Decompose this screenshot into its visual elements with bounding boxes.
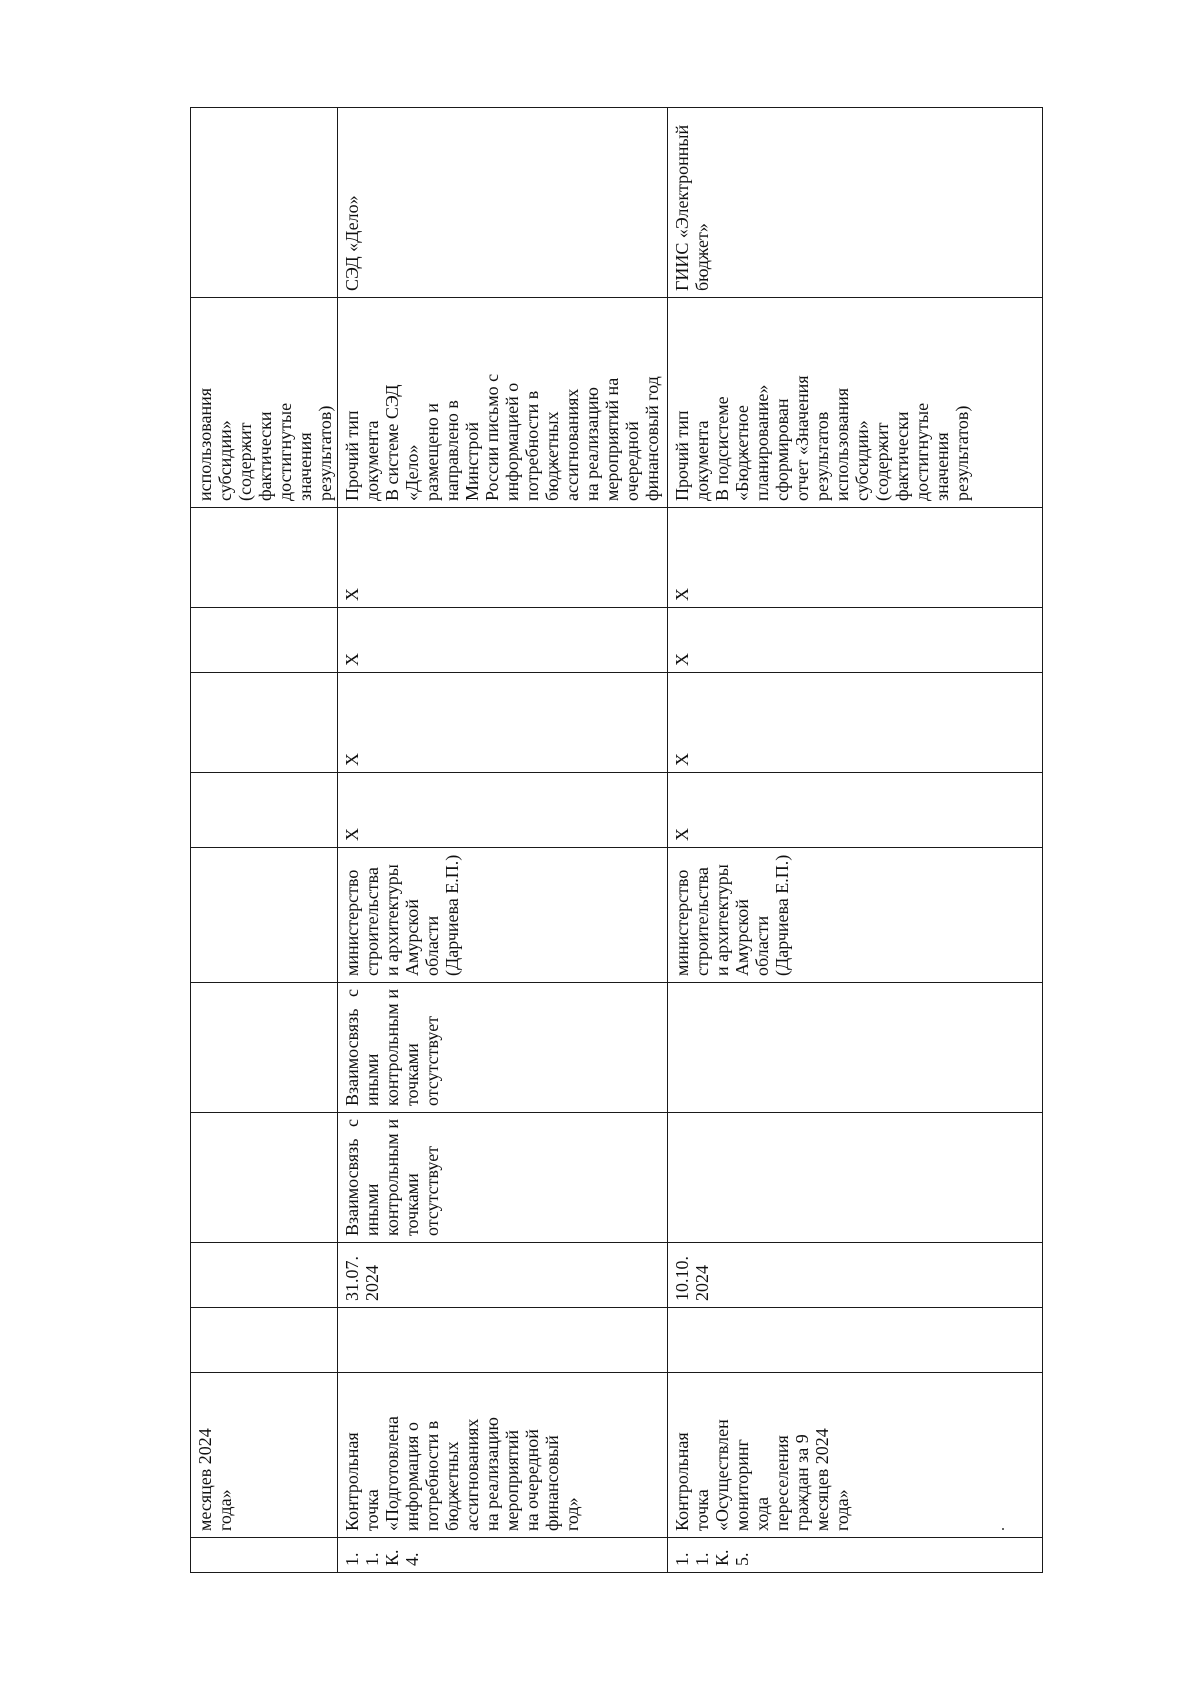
text-line: Прочий тип	[672, 410, 692, 501]
text-line: потребности в	[422, 1420, 442, 1531]
text-line: ассигнованиях	[562, 388, 582, 501]
text-line: на очередной	[522, 1429, 542, 1531]
text-line: ассигнованиях	[462, 1418, 482, 1531]
text-line: направлено в	[442, 400, 462, 501]
predecessor-relation-cell: Взаимосвязь с иными контрольным и точками отсутствует	[338, 1113, 668, 1243]
text-line: размещено и	[422, 403, 442, 501]
table-row	[668, 108, 1043, 1573]
text-line: В системе СЭД	[382, 384, 402, 501]
empty-cell	[191, 1308, 338, 1373]
text-line: Прочий тип	[342, 410, 362, 501]
control-point-name-cell	[191, 1373, 338, 1538]
text-line: месяцев 2024	[812, 1428, 832, 1531]
mark-cell: X	[668, 608, 1043, 673]
text-line: В подсистеме	[712, 396, 732, 501]
document-description-cell	[191, 298, 338, 508]
responsible-executor-cell: министерство строительства и архитектуры Амурской области (Дарчиева Е.П.)	[668, 848, 1043, 983]
deadline-date-cell: 31.07.2024	[338, 1243, 668, 1308]
text-line: (содержит	[872, 422, 892, 501]
text-line: информацией о	[502, 382, 522, 501]
mark-cell: X	[668, 673, 1043, 773]
text-line: бюджетных	[542, 411, 562, 501]
text-line: значения	[932, 432, 952, 501]
text-line: результатов)	[952, 405, 972, 501]
text-line: «Бюджетное	[732, 405, 752, 501]
text-line: документа	[692, 420, 712, 501]
successor-relation-cell	[191, 983, 338, 1113]
mark-cell	[191, 773, 338, 848]
text-line: потребности в	[522, 390, 542, 501]
mark-cell	[191, 673, 338, 773]
deadline-date-cell	[191, 1243, 338, 1308]
mark-cell: X	[338, 608, 668, 673]
deadline-date-cell: 10.10.2024	[668, 1243, 1043, 1308]
text-line: год»	[562, 1497, 582, 1531]
text-line: (содержит	[235, 422, 255, 501]
predecessor-relation-cell	[668, 1113, 1043, 1243]
predecessor-relation-cell	[191, 1113, 338, 1243]
text-line: значения	[295, 432, 315, 501]
text-line: года»	[832, 1489, 852, 1531]
text-line: использования	[832, 387, 852, 501]
successor-relation-cell	[668, 983, 1043, 1113]
information-system-cell: ГИИС «Электронный бюджет»	[668, 108, 1043, 298]
text-line: на реализацию	[482, 1417, 502, 1531]
responsible-executor-cell	[191, 848, 338, 983]
text-line: Минстрой	[462, 422, 482, 501]
text-line: очередной	[622, 421, 642, 501]
text-line: информация о	[402, 1422, 422, 1531]
text-line: России письмо с	[482, 373, 502, 501]
text-line: результатов	[812, 411, 832, 501]
row-number-cell: 1.1.К.4.	[338, 1538, 668, 1573]
text-line: достигнутые	[912, 402, 932, 501]
text-line: «Дело»	[402, 444, 422, 501]
text-line: фактически	[892, 411, 912, 501]
text-line: Контрольная	[342, 1432, 362, 1531]
mark-cell: X	[668, 508, 1043, 608]
mark-cell	[191, 608, 338, 673]
text-line: переселения	[772, 1435, 792, 1531]
mark-cell: X	[338, 773, 668, 848]
text-line: года»	[215, 1489, 235, 1531]
control-points-table	[190, 107, 1043, 1573]
mark-cell: X	[338, 673, 668, 773]
text-line: планирование»	[752, 384, 772, 501]
text-line: фактически	[255, 411, 275, 501]
text-line: мероприятий на	[602, 377, 622, 501]
text-line: субсидии»	[215, 420, 235, 501]
document-description-cell	[668, 298, 1043, 508]
table-row	[191, 108, 338, 1573]
control-point-name-cell	[668, 1373, 1043, 1538]
text-line: документа	[362, 420, 382, 501]
scan-speck	[1002, 1528, 1004, 1530]
successor-relation-cell: Взаимосвязь с иными контрольным и точками отсутствует	[338, 983, 668, 1113]
table-row	[338, 108, 668, 1573]
text-line: точка	[692, 1489, 712, 1531]
text-line: финансовый год	[642, 376, 662, 501]
row-number-cell	[191, 1538, 338, 1573]
text-line: субсидии»	[852, 420, 872, 501]
text-line: бюджетных	[442, 1441, 462, 1531]
mark-cell: X	[668, 773, 1043, 848]
text-line: месяцев 2024	[195, 1428, 215, 1531]
empty-cell	[668, 1308, 1043, 1373]
text-line: отчет «Значения	[792, 375, 812, 501]
row-number-cell: 1.1.К.5.	[668, 1538, 1043, 1573]
text-line: хода	[752, 1497, 772, 1531]
text-line: граждан за 9	[792, 1434, 812, 1531]
control-point-name-cell	[338, 1373, 668, 1538]
text-line: использования	[195, 387, 215, 501]
information-system-cell: СЭД «Дело»	[338, 108, 668, 298]
text-line: точка	[362, 1489, 382, 1531]
text-line: Контрольная	[672, 1432, 692, 1531]
responsible-executor-cell: министерство строительства и архитектуры Амурской области (Дарчиева Е.П.)	[338, 848, 668, 983]
empty-cell	[338, 1308, 668, 1373]
text-line: сформирован	[772, 398, 792, 501]
information-system-cell	[191, 108, 338, 298]
mark-cell: X	[338, 508, 668, 608]
rotated-page	[190, 108, 1040, 1573]
document-description-cell	[338, 298, 668, 508]
text-line: мониторинг	[732, 1439, 752, 1531]
text-line: достигнутые	[275, 402, 295, 501]
text-line: «Подготовлена	[382, 1416, 402, 1531]
mark-cell	[191, 508, 338, 608]
text-line: финансовый	[542, 1435, 562, 1531]
text-line: мероприятий	[502, 1429, 522, 1531]
text-line: «Осуществлен	[712, 1419, 732, 1531]
text-line: на реализацию	[582, 387, 602, 501]
text-line: результатов)	[315, 405, 335, 501]
